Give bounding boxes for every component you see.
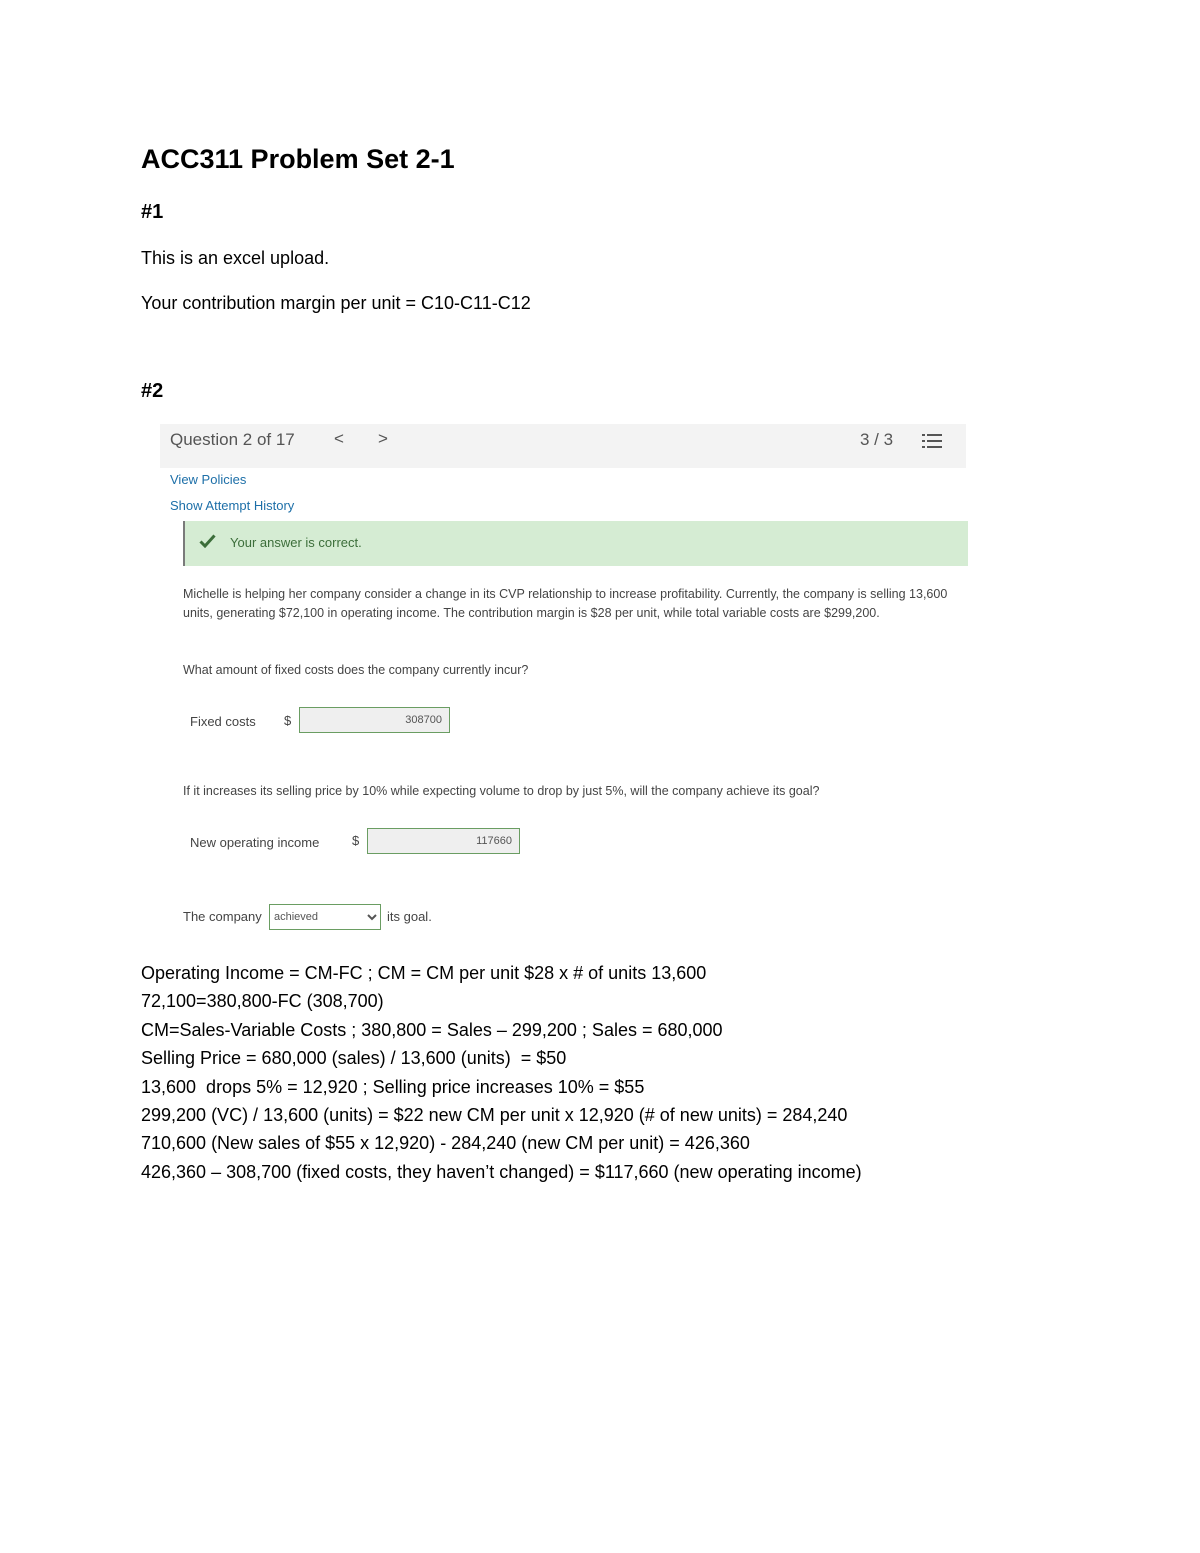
section-1-heading: #1 — [141, 201, 164, 223]
quiz-screenshot — [160, 424, 966, 940]
section-1-line-1: This is an excel upload. — [141, 248, 330, 268]
question-1-text: What amount of fixed costs does the company currently incur? — [183, 663, 529, 677]
note-line: Operating Income = CM-FC ; CM = CM per unit $28 x # of units 13,600 — [141, 963, 707, 983]
document-title: ACC311 Problem Set 2-1 — [141, 144, 455, 174]
section-1-line-2: Your contribution margin per unit = C10-C11-C12 — [141, 293, 531, 313]
section-2-heading: #2 — [141, 380, 164, 402]
goal-prefix: The company — [183, 909, 262, 924]
list-icon[interactable] — [922, 433, 942, 449]
note-line: 13,600 drops 5% = 12,920 ; Selling price increases 10% = $55 — [141, 1076, 645, 1097]
correct-feedback-banner — [183, 521, 968, 566]
score: 3 / 3 — [860, 430, 894, 449]
fixed-costs-currency: $ — [284, 713, 292, 728]
fixed-costs-input[interactable] — [299, 707, 450, 733]
note-line: 426,360 – 308,700 (fixed costs, they haven’t changed) = $117,660 (new operating income) — [141, 1161, 862, 1182]
new-operating-income-input[interactable] — [367, 828, 520, 854]
quiz-header — [160, 424, 966, 468]
new-operating-income-currency: $ — [352, 833, 360, 848]
note-line: Selling Price = 680,000 (sales) / 13,600 (units) = $50 — [141, 1048, 567, 1069]
question-counter: Question 2 of 17 — [170, 430, 295, 449]
check-icon — [199, 534, 216, 548]
note-line: 72,100=380,800-FC (308,700) — [141, 991, 384, 1012]
new-operating-income-label: New operating income — [190, 835, 320, 850]
solution-notes — [141, 959, 862, 1186]
note-line: 710,600 (New sales of $55 x 12,920) - 284,240 (new CM per unit) = 426,360 — [141, 1133, 750, 1154]
goal-select[interactable] — [269, 904, 381, 930]
chevron-left-icon[interactable]: < — [334, 429, 344, 448]
correct-feedback-text: Your answer is correct. — [230, 535, 362, 550]
chevron-right-icon[interactable]: > — [378, 429, 388, 448]
goal-suffix: its goal. — [387, 909, 432, 924]
question-2-text: If it increases its selling price by 10% while expecting volume to drop by just 5%, will the company achieve its goal? — [183, 784, 820, 798]
view-policies-link[interactable]: View Policies — [170, 472, 247, 487]
note-line: 299,200 (VC) / 13,600 (units) = $22 new CM per unit x 12,920 (# of new units) = 284,240 — [141, 1105, 848, 1126]
question-prompt: Michelle is helping her company consider a change in its CVP relationship to increase profitability. Currently, the company is selling 13,600 units, generating $72,100 in operating income. The contribution margin is $28 per unit, while total variable costs are $299,200. — [183, 587, 948, 620]
note-line: CM=Sales-Variable Costs ; 380,800 = Sales – 299,200 ; Sales = 680,000 — [141, 1019, 723, 1040]
show-attempt-history-link[interactable]: Show Attempt History — [170, 498, 295, 513]
fixed-costs-label: Fixed costs — [190, 714, 256, 729]
